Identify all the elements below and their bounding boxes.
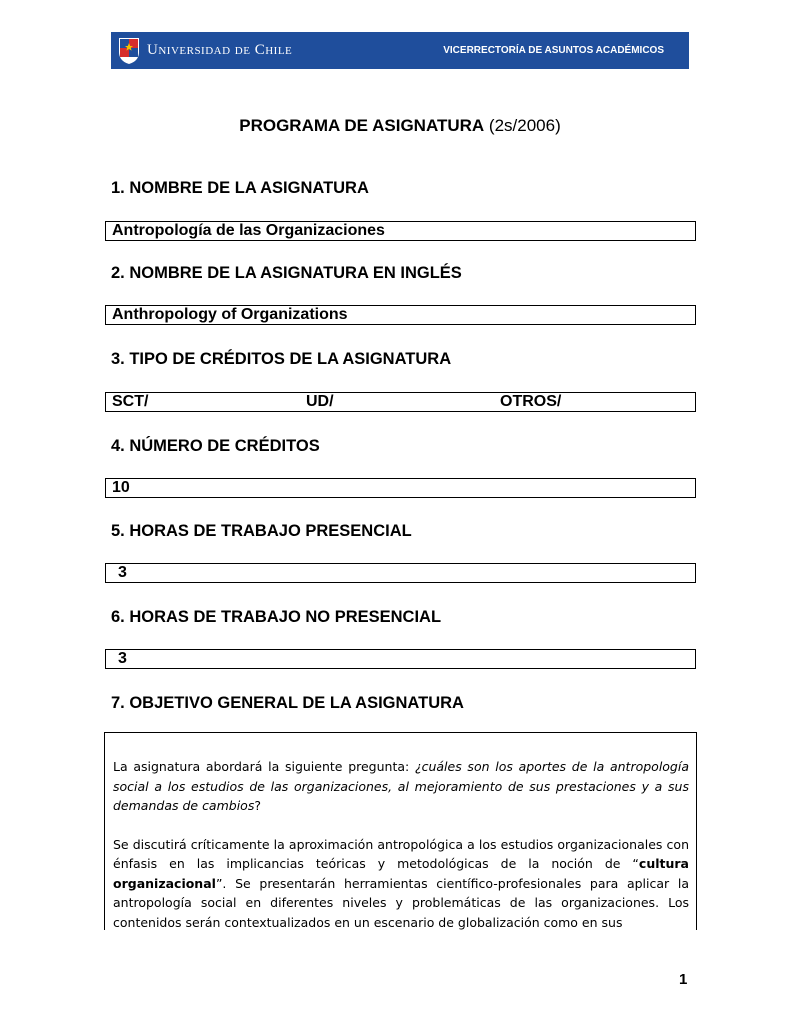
- title-term: (2s/2006): [488, 116, 561, 135]
- section-2-heading: 2. NOMBRE DE LA ASIGNATURA EN INGLÉS: [111, 264, 462, 282]
- university-name: Universidad de Chile: [147, 42, 293, 58]
- office-name: VICERRECTORÍA DE ASUNTOS ACADÉMICOS: [443, 45, 664, 56]
- header-banner: [111, 32, 689, 69]
- credit-type-box: [105, 392, 696, 412]
- section-7-heading: 7. OBJETIVO GENERAL DE LA ASIGNATURA: [111, 694, 464, 712]
- section-3-heading: 3. TIPO DE CRÉDITOS DE LA ASIGNATURA: [111, 350, 452, 368]
- non-presential-hours-box: 3: [105, 649, 696, 669]
- course-name-english-box: Anthropology of Organizations: [105, 305, 696, 325]
- objective-keyword: cultura organizacional: [113, 856, 689, 891]
- page-number: 1: [679, 971, 688, 988]
- section-5-heading: 5. HORAS DE TRABAJO PRESENCIAL: [111, 522, 412, 540]
- general-objective-box: [104, 732, 697, 930]
- credit-type-ud: UD/: [306, 393, 334, 410]
- objective-question: ¿cuáles son los aportes de la antropología social a los estudios de las organizaciones, al mejoramiento de sus prestaciones y a sus demandas de cambios: [113, 759, 690, 813]
- section-6-heading: 6. HORAS DE TRABAJO NO PRESENCIAL: [111, 608, 442, 626]
- document-title: [0, 116, 800, 136]
- title-main: PROGRAMA DE ASIGNATURA: [239, 116, 485, 135]
- section-1-heading: 1. NOMBRE DE LA ASIGNATURA: [111, 179, 369, 197]
- credits-number-box: 10: [105, 478, 696, 498]
- presential-hours-box: 3: [105, 563, 696, 583]
- objective-paragraph-1: La asignatura abordará la siguiente pregunta: ¿cuáles son los aportes de la antropología social a los estudios de las organizaciones, al mejoramiento de sus prestaciones y a sus demandas de cambios?: [113, 759, 690, 813]
- objective-paragraph-2: Se discutirá críticamente la aproximación antropológica a los estudios organizacionales con énfasis en las implicancias teóricas y metodológicas de la noción de “cultura organizacional”. Se presentarán herramientas científico-profesionales para aplicar la antropología social en diferentes niveles y problemáticas de las organizaciones. Los contenidos serán contextualizados en un escenario de globalización como en sus: [113, 836, 689, 930]
- course-name-box: Antropología de las Organizaciones: [105, 221, 696, 241]
- university-crest-icon: [115, 35, 143, 65]
- section-4-heading: 4. NÚMERO DE CRÉDITOS: [111, 437, 320, 455]
- credit-type-otros: OTROS/: [500, 393, 562, 410]
- credit-type-sct: SCT/: [112, 393, 149, 410]
